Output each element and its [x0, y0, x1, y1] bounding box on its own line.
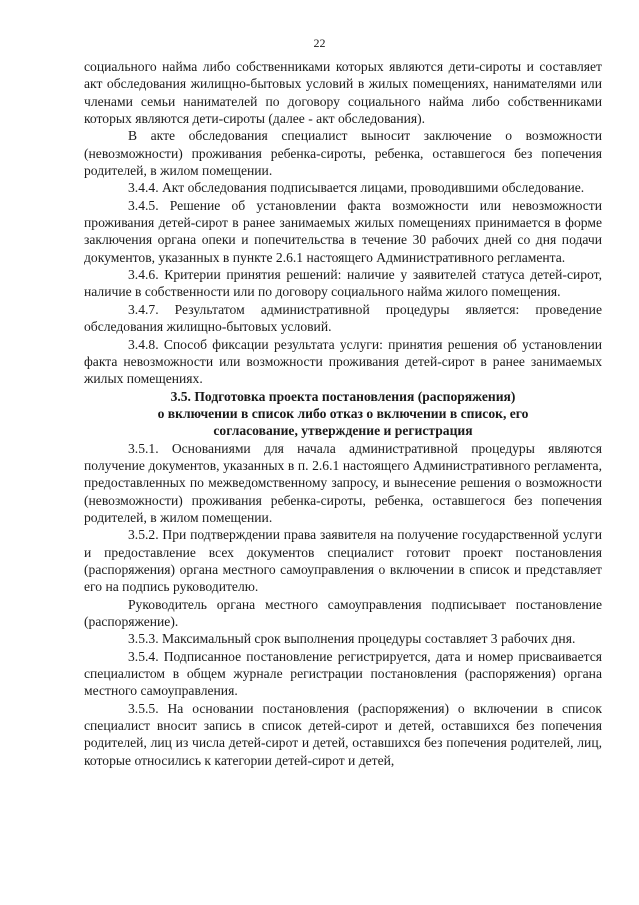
- paragraph: 3.5.5. На основании постановления (распоряжения) о включении в список специалист вносит запись в список детей-сирот и детей, оставшихся без попечения родителей, лиц из числа детей-сирот и детей, оставшихся без попечения родителей, лиц, которые относились к категории детей-сирот и детей,: [84, 700, 602, 768]
- paragraph: В акте обследования специалист выносит заключение о возможности (невозможности) проживания ребенка-сироты, ребенка, оставшегося без попечения родителей, в жилом помещении.: [84, 128, 602, 179]
- section-heading-line: о включении в список либо отказ о включении в список, его: [157, 405, 529, 421]
- document-body: [84, 58, 602, 769]
- paragraph: 3.4.7. Результатом административной процедуры является: проведение обследования жилищно-бытовых условий.: [84, 301, 602, 335]
- paragraph: Руководитель органа местного самоуправления подписывает постановление (распоряжение).: [84, 596, 602, 629]
- paragraph: 3.5.3. Максимальный срок выполнения процедуры составляет 3 рабочих дня.: [128, 631, 576, 647]
- paragraphs-after: [84, 440, 602, 770]
- paragraph: 3.4.5. Решение об установлении факта возможности или невозможности проживания детей-сирот в ранее занимаемых жилых помещениях принимается в форме заключения органа опеки и попечительства в течение 30 рабочих дней со дня подачи документов, указанных в пункте 2.6.1 настоящего Административного регламента.: [84, 197, 602, 265]
- section-heading-line: 3.5. Подготовка проекта постановления (распоряжения): [170, 388, 516, 404]
- paragraph: 3.5.1. Основаниями для начала административной процедуры являются получение документов, указанных в п. 2.6.1 настоящего Административного регламента, предоставленных по межведомственному запросу, и вынесение решения о возможности (невозможности) проживания ребенка-сироты, ребенка, оставшегося без попечения родителей, в жилом помещении.: [84, 440, 602, 525]
- section-heading: [84, 388, 602, 440]
- paragraph: социального найма либо собственниками которых являются дети-сироты и составляет акт обследования жилищно-бытовых условий в жилых помещениях, нанимателями или членами семьи нанимателей по договору социального найма либо собственниками которых являются дети-сироты (далее - акт обследования).: [84, 59, 602, 127]
- paragraphs-before: [84, 58, 602, 388]
- section-heading-line: согласование, утверждение и регистрация: [213, 423, 473, 439]
- paragraph: 3.4.4. Акт обследования подписывается лицами, проводившими обследование.: [128, 180, 585, 196]
- paragraph: 3.5.4. Подписанное постановление регистрируется, дата и номер присваивается специалистом в общем журнале регистрации постановления (распоряжения) органа местного самоуправления.: [84, 648, 602, 699]
- paragraph: 3.4.6. Критерии принятия решений: наличие у заявителей статуса детей-сирот, наличие в собственности или по договору социального найма жилого помещения.: [84, 267, 602, 300]
- paragraph: 3.5.2. При подтверждении права заявителя на получение государственной услуги и предоставление всех документов специалист готовит проект постановления (распоряжения) органа местного самоуправления о включении в список и представляет его на подпись руководителю.: [84, 527, 602, 595]
- page-number: 22: [313, 36, 326, 50]
- paragraph: 3.4.8. Способ фиксации результата услуги: принятия решения об установлении факта невозможности или возможности проживания детей-сирот в ранее занимаемых жилых помещениях.: [84, 336, 602, 387]
